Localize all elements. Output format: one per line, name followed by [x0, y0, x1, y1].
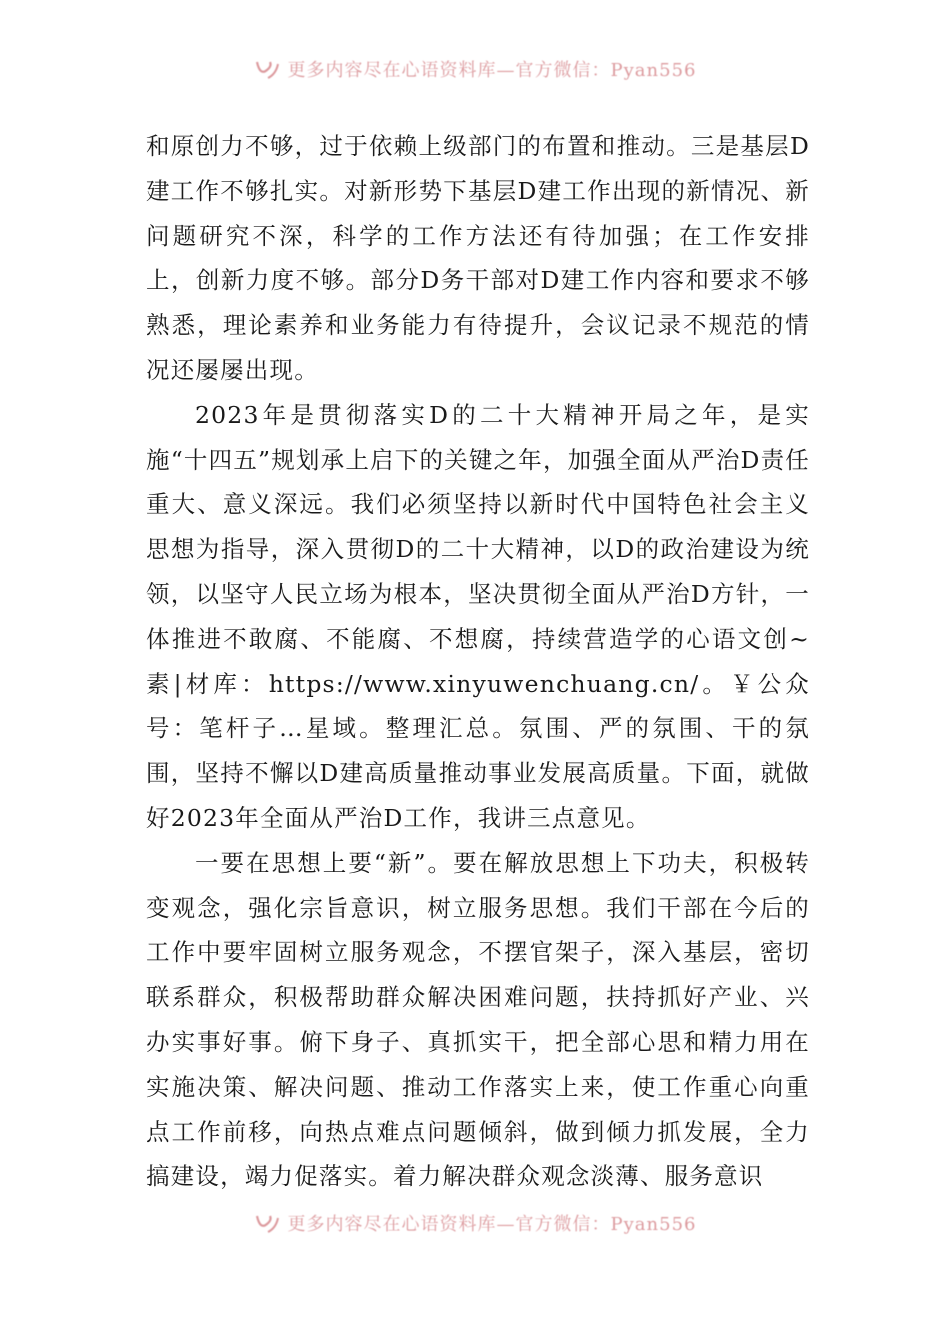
- brand-logo-icon: [254, 58, 280, 80]
- watermark-text: 更多内容尽在心语资料库—官方微信：Pyan556: [287, 60, 697, 81]
- watermark-text: 更多内容尽在心语资料库—官方微信：Pyan556: [287, 1214, 697, 1235]
- paragraph-3: 一要在思想上要“新”。要在解放思想上下功夫，积极转变观念，强化宗旨意识，树立服务思想。我们干部在今后的工作中要牢固树立服务观念，不摆官架子，深入基层，密切联系群众，积极帮助群众解决困难问题，扶持抓好产业、兴办实事好事。俯下身子、真抓实干，把全部心思和精力用在实施决策、解决问题、推动工作落实上来，使工作重心向重点工作前移，向热点难点问题倾斜，做到倾力抓发展，全力搞建设，竭力促落实。着力解决群众观念淡薄、服务意识: [146, 848, 810, 1191]
- footer-watermark: [0, 1206, 950, 1240]
- brand-logo-icon: [254, 1212, 280, 1234]
- paragraph-2: 2023年是贯彻落实D的二十大精神开局之年，是实施“十四五”规划承上启下的关键之年，加强全面从严治D责任重大、意义深远。我们必须坚持以新时代中国特色社会主义思想为指导，深入贯彻D的二十大精神，以D的政治建设为统领，以坚守人民立场为根本，坚决贯彻全面从严治D方针，一体推进不敢腐、不能腐、不想腐，持续营造学的心语文创~素|材库：https://www.xinyuwenchuang.cn/。￥公众号：笔杆子…星域。整理汇总。氛围、严的氛围、干的氛围，坚持不懈以D建高质量推动事业发展高质量。下面，就做好2023年全面从严治D工作，我讲三点意见。: [146, 400, 810, 832]
- document-body: [146, 124, 810, 1199]
- paragraph-1: 和原创力不够，过于依赖上级部门的布置和推动。三是基层D建工作不够扎实。对新形势下基层D建工作出现的新情况、新问题研究不深，科学的工作方法还有待加强；在工作安排上，创新力度不够。部分D务干部对D建工作内容和要求不够熟悉，理论素养和业务能力有待提升，会议记录不规范的情况还屡屡出现。: [146, 132, 810, 384]
- header-watermark: [0, 52, 950, 86]
